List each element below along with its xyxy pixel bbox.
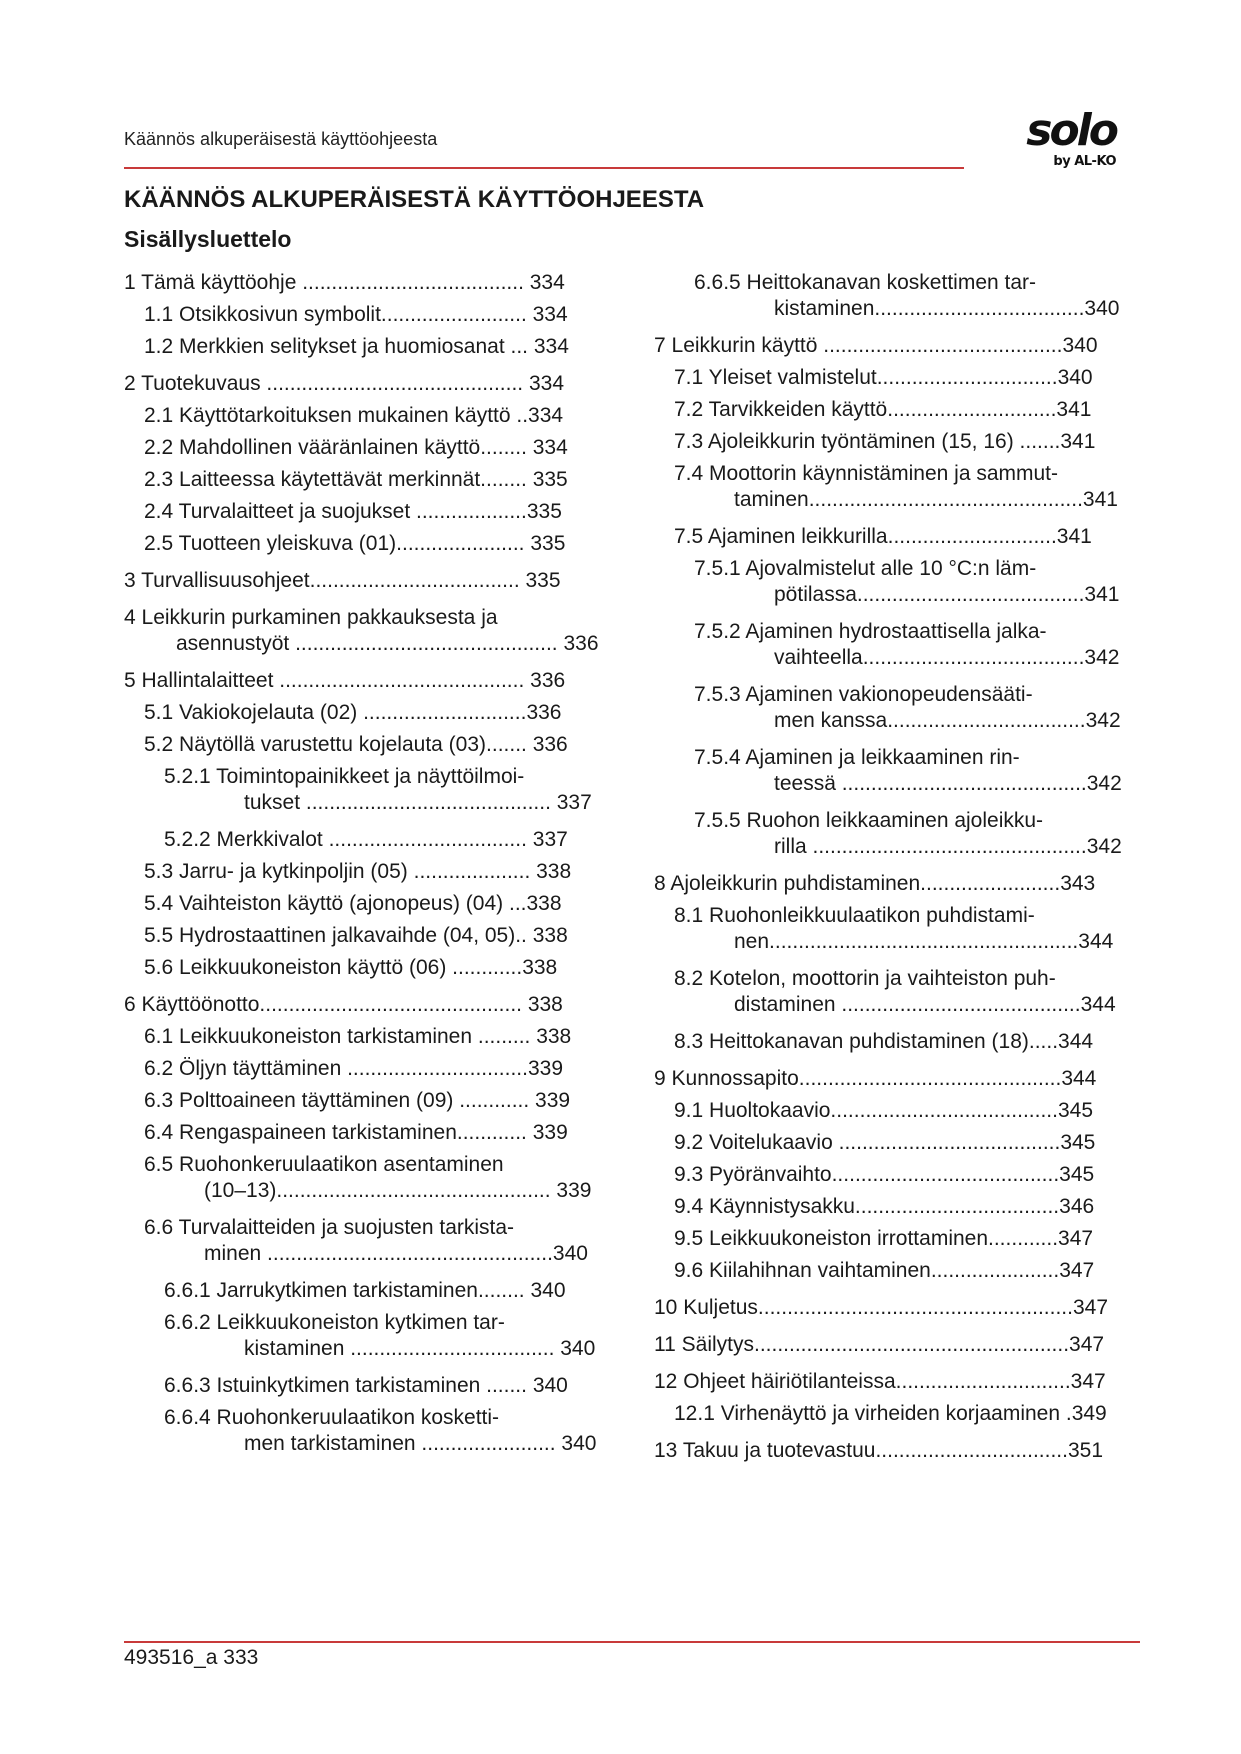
- toc-entry-text: kistaminen ................................... 340: [244, 1337, 596, 1360]
- toc-entry[interactable]: [144, 955, 620, 981]
- logo-wordmark: solo: [1026, 105, 1116, 156]
- toc-entry-text: 6.5 Ruohonkeruulaatikon asentaminen: [144, 1153, 504, 1176]
- toc-entry[interactable]: [674, 966, 1140, 1018]
- toc-entry-text: 2.4 Turvalaitteet ja suojukset ...................335: [144, 500, 562, 523]
- logo-byline: by AL-KO: [1053, 154, 1116, 169]
- toc-heading: Sisällysluettelo: [124, 226, 292, 252]
- toc-entry[interactable]: [124, 568, 620, 594]
- toc-entry-text: taminen...............................................341: [734, 488, 1118, 511]
- toc-entry[interactable]: [654, 1295, 1140, 1321]
- toc-entry-text: 8.2 Kotelon, moottorin ja vaihteiston puh-: [674, 967, 1056, 990]
- toc-entry-text: 7.5.1 Ajovalmistelut alle 10 °C:n läm-: [694, 557, 1037, 580]
- toc-entry-text: 5.2.2 Merkkivalot .................................. 337: [164, 828, 568, 851]
- toc-entry[interactable]: [674, 1162, 1140, 1188]
- toc-entry[interactable]: [144, 467, 620, 493]
- toc-entry-text: 6.2 Öljyn täyttäminen ...............................339: [144, 1057, 564, 1080]
- toc-entry[interactable]: [164, 1405, 620, 1457]
- toc-entry-text: vaihteella......................................342: [774, 646, 1120, 669]
- toc-entry-text: 8.3 Heittokanavan puhdistaminen (18).....344: [674, 1030, 1094, 1053]
- toc-entry-text: 10 Kuljetus......................................................347: [654, 1296, 1109, 1319]
- toc-entry[interactable]: [124, 992, 620, 1018]
- toc-entry[interactable]: [144, 1056, 620, 1082]
- toc-entry[interactable]: [654, 1332, 1140, 1358]
- toc-entry-text: 1.1 Otsikkosivun symbolit......................... 334: [144, 303, 568, 326]
- toc-entry-text: teessä ..........................................342: [774, 772, 1122, 795]
- toc-entry[interactable]: [654, 1438, 1140, 1464]
- toc-entry-text: 9.1 Huoltokaavio.......................................345: [674, 1099, 1094, 1122]
- toc-entry-text: tukset .......................................... 337: [244, 791, 592, 814]
- toc-entry[interactable]: [144, 923, 620, 949]
- toc-entry-text: distaminen .........................................344: [734, 993, 1116, 1016]
- toc-entry-text: 9.2 Voitelukaavio ......................................345: [674, 1131, 1096, 1154]
- toc-entry[interactable]: [144, 334, 620, 360]
- toc-entry-text: 6.6.1 Jarrukytkimen tarkistaminen........ 340: [164, 1279, 566, 1302]
- toc-entry[interactable]: [654, 1369, 1140, 1395]
- toc-entry[interactable]: [144, 531, 620, 557]
- toc-entry[interactable]: [674, 397, 1140, 423]
- toc-entry[interactable]: [144, 732, 620, 758]
- toc-entry-text: 5.1 Vakiokojelauta (02) ............................336: [144, 701, 562, 724]
- footer-divider: [124, 1641, 1140, 1643]
- document-title: KÄÄNNÖS ALKUPERÄISESTÄ KÄYTTÖOHJEESTA: [124, 186, 705, 213]
- toc-entry-text: 7.5.5 Ruohon leikkaaminen ajoleikku-: [694, 809, 1044, 832]
- toc-entry[interactable]: [694, 682, 1140, 734]
- toc-entry[interactable]: [144, 859, 620, 885]
- toc-entry[interactable]: [694, 808, 1140, 860]
- toc-entry-text: 11 Säilytys......................................................347: [654, 1333, 1105, 1356]
- toc-entry-text: men kanssa..................................342: [774, 709, 1121, 732]
- toc-entry[interactable]: [144, 1088, 620, 1114]
- toc-entry-text: 5.3 Jarru- ja kytkinpoljin (05) .................... 338: [144, 860, 572, 883]
- toc-entry-text: 5.2.1 Toimintopainikkeet ja näyttöilmoi-: [164, 765, 525, 788]
- toc-entry-text: 12.1 Virhenäyttö ja virheiden korjaaminen .349: [674, 1402, 1107, 1425]
- toc-entry-text: 7.3 Ajoleikkurin työntäminen (15, 16) .......341: [674, 430, 1096, 453]
- toc-entry[interactable]: [124, 605, 620, 657]
- toc-entry-text: 6.3 Polttoaineen täyttäminen (09) ............ 339: [144, 1089, 571, 1112]
- toc-entry-text: 4 Leikkurin purkaminen pakkauksesta ja: [124, 606, 498, 629]
- toc-entry-text: 12 Ohjeet häiriötilanteissa..............................347: [654, 1370, 1106, 1393]
- page-footer: 493516_a 333: [124, 1646, 259, 1669]
- toc-entry-text: 6.6 Turvalaitteiden ja suojusten tarkista-: [144, 1216, 515, 1239]
- toc-entry[interactable]: [164, 1278, 620, 1304]
- toc-entry[interactable]: [164, 1310, 620, 1362]
- toc-entry-text: 5.4 Vaihteiston käyttö (ajonopeus) (04) ...338: [144, 892, 562, 915]
- toc-entry-text: 6.4 Rengaspaineen tarkistaminen............ 339: [144, 1121, 568, 1144]
- toc-entry-text: 9.4 Käynnistysakku...................................346: [674, 1195, 1095, 1218]
- toc-entry[interactable]: [144, 891, 620, 917]
- toc-entry-text: 9.6 Kiilahihnan vaihtaminen......................347: [674, 1259, 1095, 1282]
- toc-entry-text: 1 Tämä käyttöohje ...................................... 334: [124, 271, 565, 294]
- toc-entry-text: 5.2 Näytöllä varustettu kojelauta (03)....... 336: [144, 733, 568, 756]
- toc-entry-text: men tarkistaminen ....................... 340: [244, 1432, 597, 1455]
- toc-entry[interactable]: [144, 1215, 620, 1267]
- toc-entry-text: 7.5.2 Ajaminen hydrostaattisella jalka-: [694, 620, 1047, 643]
- toc-entry-text: 6.6.5 Heittokanavan koskettimen tar-: [694, 271, 1037, 294]
- toc-entry[interactable]: [144, 499, 620, 525]
- toc-entry-text: 9.3 Pyöränvaihto.......................................345: [674, 1163, 1095, 1186]
- toc-entry[interactable]: [164, 1373, 620, 1399]
- toc-entry-text: 3 Turvallisuusohjeet.................................... 335: [124, 569, 561, 592]
- toc-entry-text: 1.2 Merkkien selitykset ja huomiosanat ... 334: [144, 335, 569, 358]
- toc-entry[interactable]: [124, 270, 620, 296]
- toc-entry[interactable]: [694, 270, 1140, 322]
- toc-entry-text: 8.1 Ruohonleikkuulaatikon puhdistami-: [674, 904, 1035, 927]
- toc-entry[interactable]: [144, 1024, 620, 1050]
- toc-entry[interactable]: [694, 745, 1140, 797]
- toc-entry[interactable]: [674, 1258, 1140, 1284]
- toc-left-column: [124, 270, 620, 1457]
- toc-entry-text: pötilassa.......................................341: [774, 583, 1120, 606]
- toc-entry[interactable]: [674, 903, 1140, 955]
- toc-entry-text: (10–13)............................................... 339: [204, 1179, 592, 1202]
- toc-entry[interactable]: [144, 1152, 620, 1204]
- toc-entry-text: 6.6.3 Istuinkytkimen tarkistaminen ....... 340: [164, 1374, 568, 1397]
- toc-entry-text: 2.1 Käyttötarkoituksen mukainen käyttö ..334: [144, 404, 564, 427]
- toc-entry-text: 9 Kunnossapito.............................................344: [654, 1067, 1097, 1090]
- toc-entry-text: 9.5 Leikkuukoneiston irrottaminen............347: [674, 1227, 1094, 1250]
- toc-entry[interactable]: [674, 1194, 1140, 1220]
- toc-entry[interactable]: [124, 668, 620, 694]
- toc-entry-text: 5.6 Leikkuukoneiston käyttö (06) ............338: [144, 956, 558, 979]
- toc-entry-text: nen.....................................................344: [734, 930, 1114, 953]
- toc-entry[interactable]: [674, 1226, 1140, 1252]
- toc-entry[interactable]: [654, 871, 1140, 897]
- toc-entry[interactable]: [674, 365, 1140, 391]
- toc-entry-text: 7.5 Ajaminen leikkurilla.............................341: [674, 525, 1092, 548]
- toc-entry[interactable]: [674, 524, 1140, 550]
- toc-entry-text: minen .................................................340: [204, 1242, 588, 1265]
- toc-right-column: [654, 270, 1140, 1464]
- toc-entry-text: 7.2 Tarvikkeiden käyttö.............................341: [674, 398, 1092, 421]
- toc-entry-text: 13 Takuu ja tuotevastuu.................................351: [654, 1439, 1104, 1462]
- toc-entry[interactable]: [164, 827, 620, 853]
- toc-entry-text: 7.5.4 Ajaminen ja leikkaaminen rin-: [694, 746, 1020, 769]
- toc-entry[interactable]: [674, 1098, 1140, 1124]
- toc-entry[interactable]: [164, 764, 620, 816]
- running-header: Käännös alkuperäisestä käyttöohjeesta: [124, 129, 438, 149]
- toc-entry-text: 7.1 Yleiset valmistelut...............................340: [674, 366, 1093, 389]
- toc-entry-text: 5.5 Hydrostaattinen jalkavaihde (04, 05).. 338: [144, 924, 568, 947]
- toc-entry-text: 7.4 Moottorin käynnistäminen ja sammut-: [674, 462, 1058, 485]
- toc-entry[interactable]: [654, 1066, 1140, 1092]
- toc-entry-text: 2.2 Mahdollinen vääränlainen käyttö........ 334: [144, 436, 568, 459]
- toc-entry-text: asennustyöt ............................................. 336: [176, 632, 599, 655]
- header-divider: [124, 167, 964, 169]
- toc-entry[interactable]: [674, 1029, 1140, 1055]
- toc-entry[interactable]: [654, 333, 1140, 359]
- toc-entry[interactable]: [694, 619, 1140, 671]
- toc-entry-text: 2 Tuotekuvaus ............................................ 334: [124, 372, 565, 395]
- toc-entry[interactable]: [674, 461, 1140, 513]
- toc-entry[interactable]: [674, 1130, 1140, 1156]
- toc-entry-text: 6 Käyttöönotto............................................. 338: [124, 993, 563, 1016]
- toc-entry[interactable]: [144, 435, 620, 461]
- solo-logo: [1000, 105, 1120, 172]
- toc-entry[interactable]: [674, 429, 1140, 455]
- toc-entry[interactable]: [144, 700, 620, 726]
- toc-entry[interactable]: [124, 371, 620, 397]
- toc-entry-text: 7.5.3 Ajaminen vakionopeudensääti-: [694, 683, 1033, 706]
- toc-entry[interactable]: [144, 302, 620, 328]
- toc-entry-text: 8 Ajoleikkurin puhdistaminen........................343: [654, 872, 1096, 895]
- toc-entry-text: 5 Hallintalaitteet .......................................... 336: [124, 669, 566, 692]
- toc-entry-text: 2.5 Tuotteen yleiskuva (01)...................... 335: [144, 532, 566, 555]
- toc-entry-text: 6.6.4 Ruohonkeruulaatikon kosketti-: [164, 1406, 500, 1429]
- toc-entry-text: 6.6.2 Leikkuukoneiston kytkimen tar-: [164, 1311, 505, 1334]
- toc-entry[interactable]: [694, 556, 1140, 608]
- toc-entry[interactable]: [144, 1120, 620, 1146]
- toc-entry[interactable]: [144, 403, 620, 429]
- toc-entry[interactable]: [674, 1401, 1140, 1427]
- toc-entry-text: 2.3 Laitteessa käytettävät merkinnät........ 335: [144, 468, 568, 491]
- toc-entry-text: rilla ...............................................342: [774, 835, 1122, 858]
- toc-entry-text: 7 Leikkurin käyttö .........................................340: [654, 334, 1098, 357]
- toc-entry-text: 6.1 Leikkuukoneiston tarkistaminen ......... 338: [144, 1025, 572, 1048]
- toc-entry-text: kistaminen....................................340: [774, 297, 1120, 320]
